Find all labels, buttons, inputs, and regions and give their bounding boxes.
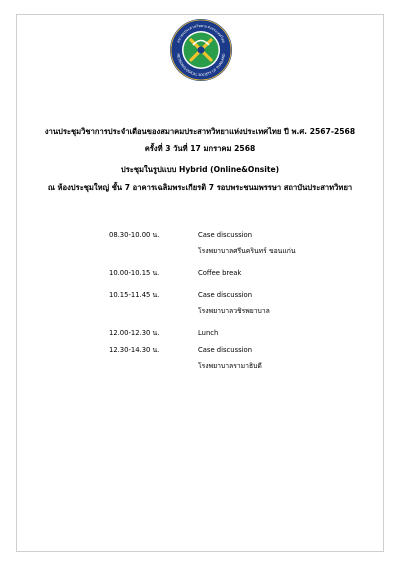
- schedule-event: Case discussion: [198, 231, 253, 239]
- meeting-title: งานประชุมวิชาการประจำเดือนของสมาคมประสาทวิทยาแห่งประเทศไทย ปี พ.ศ. 2567-2568: [44, 127, 356, 136]
- schedule-location: โรงพยาบาลวชิรพยาบาล: [198, 307, 270, 315]
- logo-thai-ring-text: สมาคมประสาทวิทยาแห่งประเทศไทย: [176, 23, 226, 44]
- schedule-event: Case discussion: [198, 346, 253, 354]
- schedule-location: โรงพยาบาลศรีนครินทร์ ขอนแก่น: [198, 247, 296, 255]
- meeting-format: ประชุมในรูปแบบ Hybrid (Online&Onsite): [120, 165, 280, 174]
- meeting-session-date: ครั้งที่ 3 วันที่ 17 มกราคม 2568: [144, 144, 256, 153]
- schedule-time: 10.15-11.45 น.: [109, 291, 160, 299]
- schedule-time: 10.00-10.15 น.: [109, 269, 160, 277]
- schedule-time: 12.00-12.30 น.: [109, 329, 160, 337]
- logo-english-ring-text: METEOROLOGICAL SOCIETY OF THAILAND: [176, 53, 226, 78]
- schedule-time: 08.30-10.00 น.: [109, 231, 160, 239]
- schedule-time: 12.30-14.30 น.: [109, 346, 160, 354]
- schedule-event: Coffee break: [198, 269, 242, 277]
- schedule-event: Lunch: [198, 329, 219, 337]
- schedule-location: โรงพยาบาลรามาธิบดี: [198, 362, 262, 370]
- meeting-venue: ณ ห้องประชุมใหญ่ ชั้น 7 อาคารเฉลิมพระเกียรติ 7 รอบพระชนมพรรษา สถาบันประสาทวิทยา: [47, 183, 353, 192]
- schedule-event: Case discussion: [198, 291, 253, 299]
